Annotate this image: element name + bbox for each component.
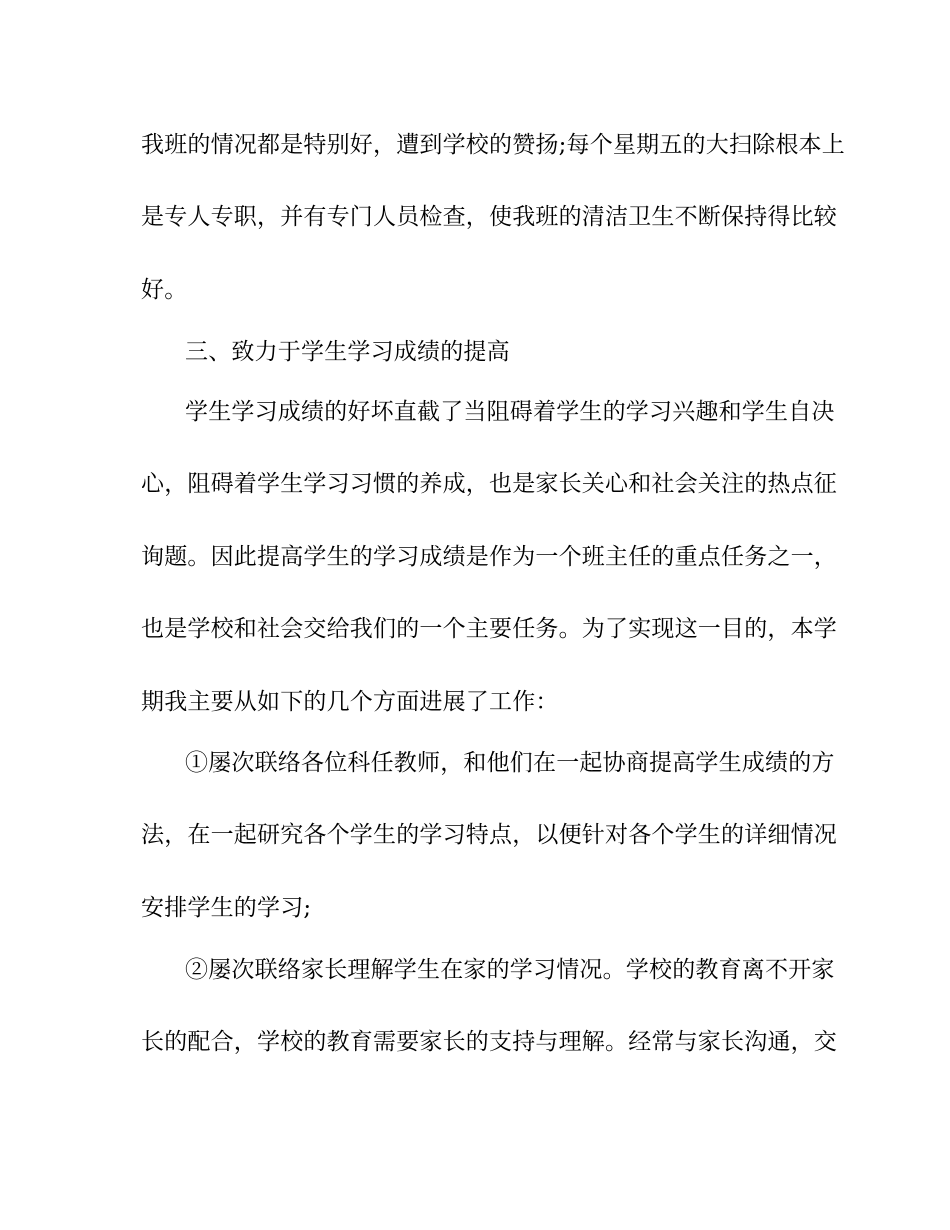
paragraph-line: 也是学校和社会交给我们的一个主要任务。为了实现这一目的，本学 — [141, 616, 837, 642]
list-item-line: ②屡次联络家长理解学生在家的学习情况。学校的教育离不开家 — [185, 957, 835, 983]
list-item-line: ①屡次联络各位科任教师，和他们在一起协商提高学生成绩的方 — [185, 750, 835, 776]
paragraph-line: 询题。因此提高学生的学习成绩是作为一个班主任的重点任务之一， — [141, 544, 837, 570]
paragraph-line: 我班的情况都是特别好，遭到学校的赞扬;每个星期五的大扫除根本上 — [141, 132, 845, 158]
section-heading: 三、致力于学生学习成绩的提高 — [185, 339, 510, 365]
paragraph-line: 法，在一起研究各个学生的学习特点，以便针对各个学生的详细情况 — [141, 822, 837, 848]
paragraph-line: 安排学生的学习; — [141, 895, 312, 921]
paragraph-line: 期我主要从如下的几个方面进展了工作： — [141, 689, 559, 715]
paragraph-line: 长的配合，学校的教育需要家长的支持与理解。经常与家长沟通，交 — [141, 1029, 837, 1055]
paragraph-line: 学生学习成绩的好坏直截了当阻碍着学生的学习兴趣和学生自决 — [185, 399, 835, 425]
paragraph-line: 好。 — [141, 277, 188, 303]
paragraph-line: 是专人专职，并有专门人员检查，使我班的清洁卫生不断保持得比较 — [141, 204, 837, 230]
paragraph-line: 心，阻碍着学生学习习惯的养成，也是家长关心和社会关注的热点征 — [141, 471, 837, 497]
